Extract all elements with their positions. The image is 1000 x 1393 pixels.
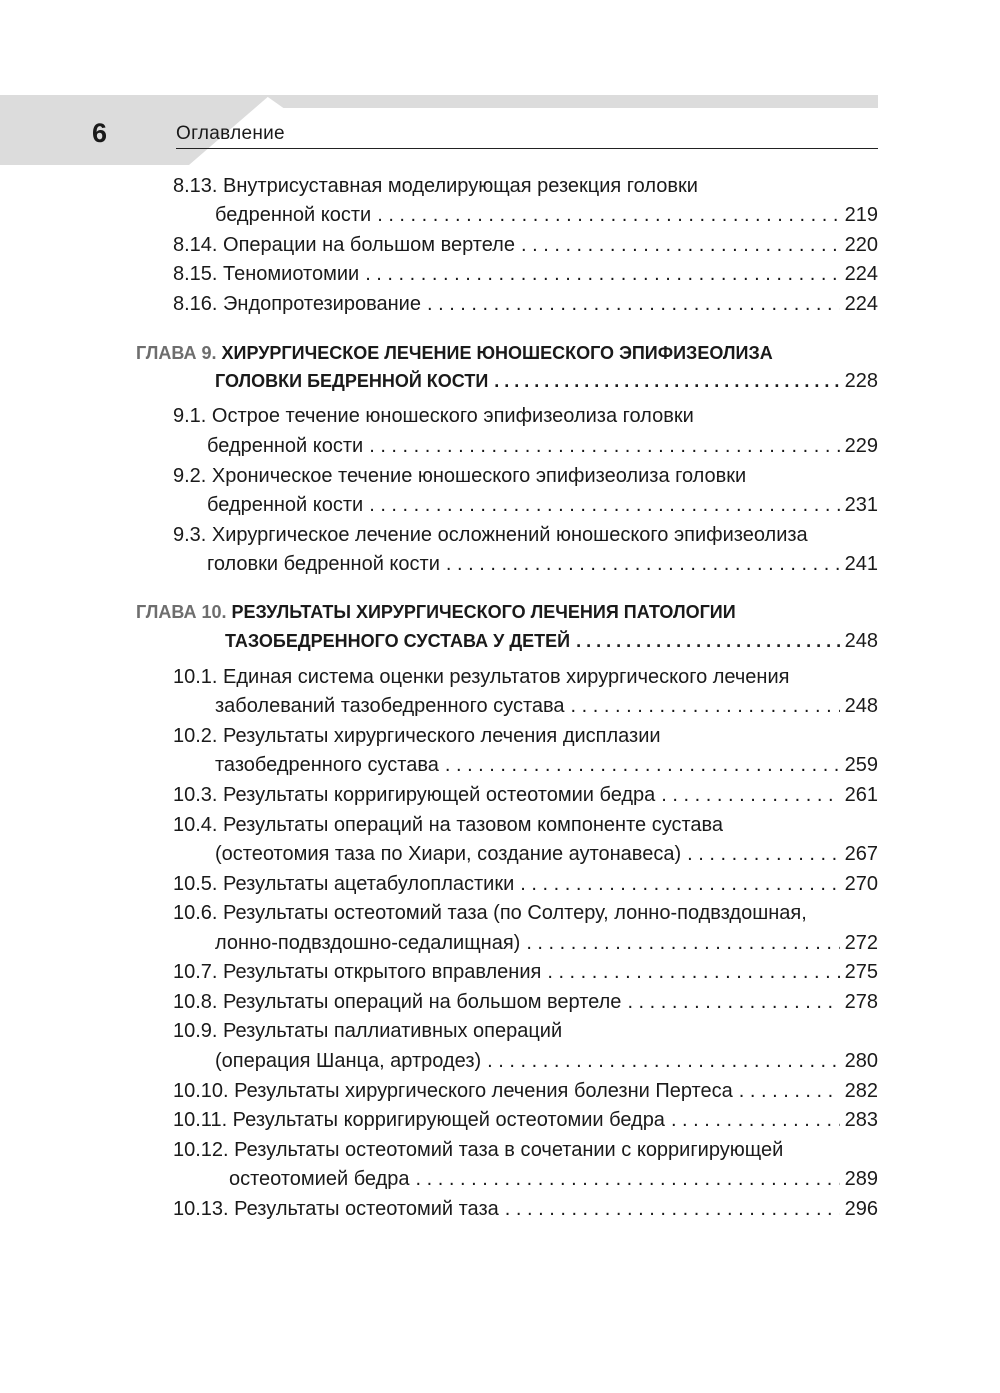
page-ref: 229	[844, 435, 878, 457]
leader-dots	[687, 839, 840, 869]
page-ref: 241	[844, 553, 878, 575]
page-ref: 275	[844, 961, 878, 983]
leader-dots	[571, 691, 840, 721]
toc-entry-8-13-line1: 8.13. Внутрисуставная моделирующая резекция головки	[173, 175, 698, 197]
leader-dots	[487, 1046, 840, 1076]
page-ref: 224	[844, 263, 878, 285]
toc-entry-8-16[interactable]	[173, 289, 878, 319]
toc-entry-text: (остеотомия таза по Хиари, создание аутонавеса)	[215, 843, 682, 865]
toc-entry-9-3[interactable]	[207, 549, 878, 579]
leader-dots	[521, 230, 840, 260]
leader-dots	[416, 1164, 840, 1194]
toc-entry-10-6-line1: 10.6. Результаты остеотомий таза (по Солтеру, лонно-подвздошная,	[173, 902, 807, 924]
leader-dots	[627, 987, 840, 1017]
toc-entry-text: 10.11. Результаты корригирующей остеотомии бедра	[173, 1109, 665, 1131]
leader-dots	[369, 431, 840, 461]
running-title: Оглавление	[176, 123, 285, 144]
leader-dots	[547, 957, 840, 987]
toc-entry-10-10[interactable]	[173, 1076, 878, 1106]
chapter-label: ГЛАВА 10.	[136, 602, 227, 622]
toc-entry-9-3-line1: 9.3. Хирургическое лечение осложнений юношеского эпифизеолиза	[173, 524, 808, 546]
chapter-title-line1: ХИРУРГИЧЕСКОЕ ЛЕЧЕНИЕ ЮНОШЕСКОГО ЭПИФИЗЕОЛИЗА	[221, 343, 773, 363]
toc-entry-8-14[interactable]	[173, 230, 878, 260]
toc-entry-10-9-line1: 10.9. Результаты паллиативных операций	[173, 1020, 563, 1042]
page-ref: 259	[844, 754, 878, 776]
toc-entry-9-2[interactable]	[207, 490, 878, 520]
page-number: 6	[92, 118, 108, 148]
toc-entry-10-12-line1: 10.12. Результаты остеотомий таза в сочетании с корригирующей	[173, 1139, 784, 1161]
toc-entry-text: 8.14. Операции на большом вертеле	[173, 234, 515, 256]
toc-entry-text: головки бедренной кости	[207, 553, 440, 575]
toc-entry-text: бедренной кости	[207, 494, 364, 516]
toc-entry-text: (операция Шанца, артродез)	[215, 1050, 482, 1072]
leader-dots	[661, 780, 840, 810]
chapter-title-line1: РЕЗУЛЬТАТЫ ХИРУРГИЧЕСКОГО ЛЕЧЕНИЯ ПАТОЛОГИИ	[231, 602, 736, 622]
header-rule	[176, 148, 878, 149]
toc-entry-10-1[interactable]	[215, 691, 878, 721]
leader-dots	[494, 366, 840, 396]
leader-dots	[671, 1105, 840, 1135]
leader-dots	[365, 259, 840, 289]
chapter-title-line2: ТАЗОБЕДРЕННОГО СУСТАВА У ДЕТЕЙ	[225, 631, 571, 651]
toc-entry-10-11[interactable]	[173, 1105, 878, 1135]
toc-entry-text: бедренной кости	[207, 435, 364, 457]
leader-dots	[520, 869, 840, 899]
toc-entry-10-9[interactable]	[215, 1046, 878, 1076]
toc-entry-text: 10.5. Результаты ацетабулопластики	[173, 873, 515, 895]
toc-entry-text: заболеваний тазобедренного сустава	[215, 695, 565, 717]
page-ref: 296	[844, 1198, 878, 1220]
page-ref: 248	[844, 695, 878, 717]
toc-chapter-10[interactable]	[225, 626, 878, 656]
chapter-9-heading	[136, 338, 773, 368]
leader-dots	[377, 200, 840, 230]
page-ref: 220	[844, 234, 878, 256]
toc-entry-text: 10.13. Результаты остеотомий таза	[173, 1198, 499, 1220]
toc-entry-text: 10.10. Результаты хирургического лечения болезни Пертеса	[173, 1080, 733, 1102]
leader-dots	[739, 1076, 840, 1106]
toc-entry-text: 8.16. Эндопротезирование	[173, 293, 421, 315]
chapter-title-line2: ГОЛОВКИ БЕДРЕННОЙ КОСТИ	[215, 371, 489, 391]
toc-entry-10-8[interactable]	[173, 987, 878, 1017]
header-decor-strip	[265, 95, 878, 108]
leader-dots	[427, 289, 840, 319]
leader-dots	[526, 928, 840, 958]
page-ref: 224	[844, 293, 878, 315]
toc-entry-10-1-line1: 10.1. Единая система оценки результатов хирургического лечения	[173, 666, 790, 688]
page-ref: 278	[844, 991, 878, 1013]
toc-entry-10-12[interactable]	[229, 1164, 878, 1194]
toc-entry-10-7[interactable]	[173, 957, 878, 987]
toc-entry-9-2-line1: 9.2. Хроническое течение юношеского эпифизеолиза головки	[173, 465, 747, 487]
page-ref: 270	[844, 873, 878, 895]
leader-dots	[446, 549, 840, 579]
toc-entry-text: 8.15. Теномиотомии	[173, 263, 360, 285]
page-ref: 283	[844, 1109, 878, 1131]
page-ref: 219	[844, 204, 878, 226]
toc-entry-10-6[interactable]	[215, 928, 878, 958]
toc-entry-10-3[interactable]	[173, 780, 878, 810]
toc-entry-text: остеотомией бедра	[229, 1168, 410, 1190]
toc-entry-10-2[interactable]	[215, 750, 878, 780]
toc-entry-10-2-line1: 10.2. Результаты хирургического лечения дисплазии	[173, 725, 661, 747]
leader-dots	[576, 626, 840, 656]
page-ref: 248	[844, 630, 878, 652]
toc-entry-text: 10.8. Результаты операций на большом вертеле	[173, 991, 622, 1013]
page-ref: 231	[844, 494, 878, 516]
toc-entry-text: лонно-подвздошно-седалищная)	[215, 932, 521, 954]
toc-entry-9-1-line1: 9.1. Острое течение юношеского эпифизеолиза головки	[173, 405, 694, 427]
chapter-10-heading	[136, 597, 736, 627]
toc-entry-text: 10.3. Результаты корригирующей остеотомии бедра	[173, 784, 656, 806]
leader-dots	[445, 750, 840, 780]
leader-dots	[369, 490, 840, 520]
toc-entry-10-13[interactable]	[173, 1194, 878, 1224]
page-ref: 228	[844, 370, 878, 392]
page-ref: 282	[844, 1080, 878, 1102]
toc-entry-10-5[interactable]	[173, 869, 878, 899]
toc-entry-8-13[interactable]	[215, 200, 878, 230]
toc-entry-text: тазобедренного сустава	[215, 754, 439, 776]
toc-entry-9-1[interactable]	[207, 431, 878, 461]
page-ref: 272	[844, 932, 878, 954]
toc-chapter-9[interactable]	[215, 366, 878, 396]
leader-dots	[505, 1194, 840, 1224]
toc-entry-10-4-line1: 10.4. Результаты операций на тазовом компоненте сустава	[173, 814, 724, 836]
page-ref: 267	[844, 843, 878, 865]
page-ref: 289	[844, 1168, 878, 1190]
toc-entry-text: бедренной кости	[215, 204, 372, 226]
page-ref: 261	[844, 784, 878, 806]
toc-entry-10-4[interactable]	[215, 839, 878, 869]
toc-entry-8-15[interactable]	[173, 259, 878, 289]
page-ref: 280	[844, 1050, 878, 1072]
toc-entry-text: 10.7. Результаты открытого вправления	[173, 961, 542, 983]
chapter-label: ГЛАВА 9.	[136, 343, 217, 363]
